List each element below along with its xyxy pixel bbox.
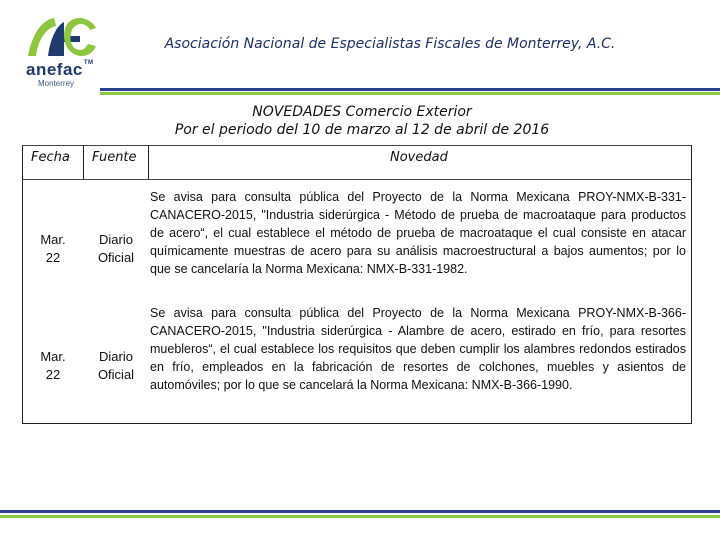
table-row-source bbox=[86, 231, 146, 267]
page-period: Por el periodo del 10 de marzo al 12 de abril de 2016 bbox=[174, 122, 550, 138]
date-day: 22 bbox=[45, 367, 61, 382]
organization-title: Asociación Nacional de Especialistas Fiscales de Monterrey, A.C. bbox=[164, 36, 616, 52]
logo-wordmark: anefac™ bbox=[26, 60, 94, 79]
header-row-divider bbox=[22, 179, 691, 180]
footer-bar-green bbox=[0, 515, 720, 518]
column-header-novedad: Novedad bbox=[390, 150, 448, 165]
header-bar-green bbox=[100, 92, 720, 95]
table-row-source bbox=[86, 348, 146, 384]
source-line: Diario bbox=[99, 349, 133, 364]
table-row-date bbox=[26, 231, 80, 267]
table-row-date bbox=[26, 348, 80, 384]
column-header-fecha: Fecha bbox=[31, 150, 70, 165]
header-divider bbox=[83, 145, 84, 179]
date-month: Mar. bbox=[40, 349, 66, 364]
date-day: 22 bbox=[45, 250, 61, 265]
column-header-fuente: Fuente bbox=[92, 150, 137, 165]
source-line: Oficial bbox=[97, 367, 135, 382]
date-month: Mar. bbox=[40, 232, 66, 247]
header-divider bbox=[148, 145, 149, 179]
page-title: NOVEDADES Comercio Exterior bbox=[252, 104, 472, 120]
source-line: Oficial bbox=[97, 250, 135, 265]
table-row-description: Se avisa para consulta pública del Proyecto de la Norma Mexicana PROY-NMX-B-366-CANACERO-2015, "Industria siderúrgica - Alambre de acero, estirado en frío, para resortes muebleros“, el cual establece los requisitos que deben cumplir los alambres redondos estirados en frío, empleados en la fabricación de resortes de colchones, muebles y asientos de automóviles; por lo que se cancelará la Norma Mexicana: NMX-B-366-1990. bbox=[150, 306, 686, 392]
logo-subtitle: Monterrey bbox=[38, 79, 75, 88]
header-bar-blue bbox=[100, 88, 720, 91]
source-line: Diario bbox=[99, 232, 133, 247]
footer-bar-blue bbox=[0, 510, 720, 513]
table-row-description: Se avisa para consulta pública del Proyecto de la Norma Mexicana PROY-NMX-B-331-CANACERO-2015, "Industria siderúrgica - Método de prueba de macroataque para productos de acero“, el cual establece el método de prueba de macroataque el cual consiste en atacar químicamente muestras de acero para su análisis macroestructural a bajos aumentos; por lo que se cancelaría la Norma Mexicana: NMX-B-331-1982. bbox=[150, 190, 686, 276]
